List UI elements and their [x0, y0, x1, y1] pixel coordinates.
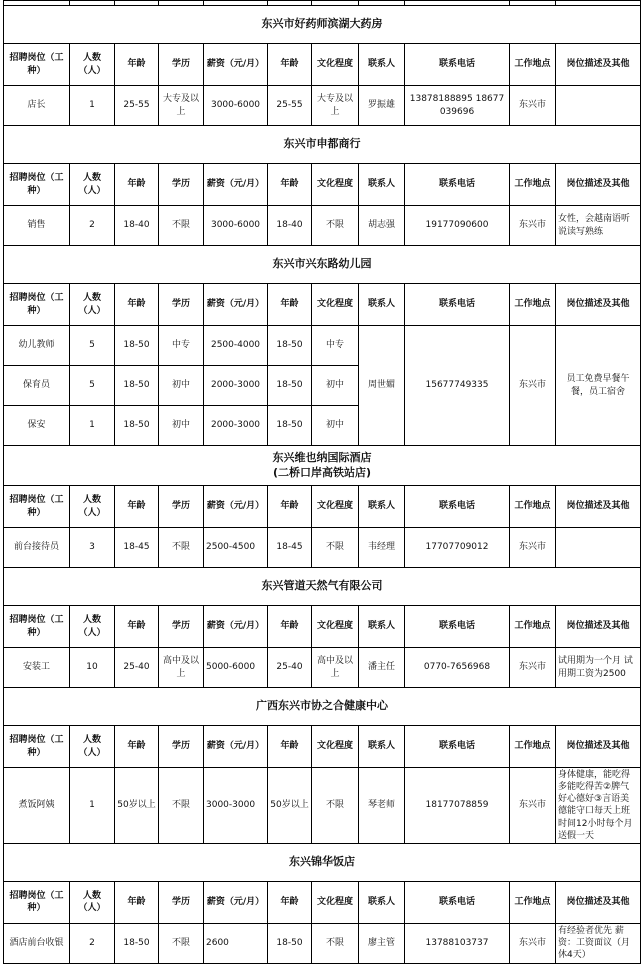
- cell-culture: 不限: [312, 923, 359, 963]
- cell-edu: 中专: [159, 326, 204, 366]
- header-phone: 联系电话: [405, 44, 510, 86]
- header-salary: 薪资（元/月）: [204, 486, 268, 528]
- header-culture: 文化程度: [312, 606, 359, 648]
- cell-culture: 中专: [312, 326, 359, 366]
- cell-culture: 初中: [312, 406, 359, 446]
- cell-job: 保育员: [4, 366, 70, 406]
- job-table: [3, 0, 641, 964]
- header-edu: 学历: [159, 284, 204, 326]
- company-name: 东兴管道天然气有限公司: [4, 568, 641, 606]
- header-age: 年龄: [115, 606, 159, 648]
- cell-job: 销售: [4, 206, 70, 246]
- cell-edu: 初中: [159, 406, 204, 446]
- cell-count: 1: [70, 86, 115, 126]
- header-desc: 岗位描述及其他: [556, 284, 641, 326]
- header-count: 人数（人）: [70, 44, 115, 86]
- cell-age2: 25-40: [268, 648, 312, 688]
- header-desc: 岗位描述及其他: [556, 44, 641, 86]
- cell-place: 东兴市: [510, 86, 556, 126]
- header-contact: 联系人: [359, 164, 405, 206]
- header-count: 人数（人）: [70, 164, 115, 206]
- header-row: [4, 606, 641, 648]
- cell-age2: 50岁以上: [268, 768, 312, 844]
- cell-age2: 18-45: [268, 528, 312, 568]
- cell-count: 5: [70, 326, 115, 366]
- header-age2: 年龄: [268, 881, 312, 923]
- cell-edu: 不限: [159, 528, 204, 568]
- header-place: 工作地点: [510, 44, 556, 86]
- header-salary: 薪资（元/月）: [204, 606, 268, 648]
- header-age: 年龄: [115, 164, 159, 206]
- company-name: 东兴市兴东路幼儿园: [4, 246, 641, 284]
- cell-job: 煮饭阿姨: [4, 768, 70, 844]
- header-edu: 学历: [159, 881, 204, 923]
- header-edu: 学历: [159, 164, 204, 206]
- header-edu: 学历: [159, 606, 204, 648]
- table-row: [4, 206, 641, 246]
- header-place: 工作地点: [510, 606, 556, 648]
- header-count: 人数（人）: [70, 284, 115, 326]
- header-salary: 薪资（元/月）: [204, 881, 268, 923]
- cell-job: 店长: [4, 86, 70, 126]
- cell-count: 2: [70, 206, 115, 246]
- header-desc: 岗位描述及其他: [556, 881, 641, 923]
- header-desc: 岗位描述及其他: [556, 726, 641, 768]
- cell-edu: 大专及以上: [159, 86, 204, 126]
- header-phone: 联系电话: [405, 606, 510, 648]
- header-count: 人数（人）: [70, 606, 115, 648]
- header-desc: 岗位描述及其他: [556, 486, 641, 528]
- header-place: 工作地点: [510, 284, 556, 326]
- cell-edu: 不限: [159, 923, 204, 963]
- cell-age: 18-45: [115, 528, 159, 568]
- header-job: 招聘岗位（工种）: [4, 164, 70, 206]
- cell-phone: 17707709012: [405, 528, 510, 568]
- cell-age: 25-55: [115, 86, 159, 126]
- cell-culture: 不限: [312, 528, 359, 568]
- cell-salary: 3000-6000: [204, 86, 268, 126]
- table-row: [4, 326, 641, 366]
- table-row: [4, 648, 641, 688]
- cell-age: 18-50: [115, 366, 159, 406]
- cell-count: 1: [70, 768, 115, 844]
- cell-contact: 罗振雄: [359, 86, 405, 126]
- header-place: 工作地点: [510, 486, 556, 528]
- cell-age: 18-50: [115, 923, 159, 963]
- header-row: [4, 486, 641, 528]
- cell-salary: 3000-6000: [204, 206, 268, 246]
- header-phone: 联系电话: [405, 726, 510, 768]
- table-row: [4, 86, 641, 126]
- cell-place: 东兴市: [510, 326, 556, 446]
- header-phone: 联系电话: [405, 881, 510, 923]
- cell-age2: 18-50: [268, 923, 312, 963]
- cell-edu: 高中及以上: [159, 648, 204, 688]
- header-row: [4, 881, 641, 923]
- cell-contact: 潘主任: [359, 648, 405, 688]
- header-age2: 年龄: [268, 486, 312, 528]
- cell-contact: 周世媚: [359, 326, 405, 446]
- cell-phone: 13878188895 18677039696: [405, 86, 510, 126]
- header-salary: 薪资（元/月）: [204, 284, 268, 326]
- company-name: 东兴锦华饭店: [4, 843, 641, 881]
- cell-age2: 18-50: [268, 406, 312, 446]
- header-row: [4, 284, 641, 326]
- header-contact: 联系人: [359, 486, 405, 528]
- table-row: [4, 768, 641, 844]
- header-job: 招聘岗位（工种）: [4, 44, 70, 86]
- cell-place: 东兴市: [510, 923, 556, 963]
- cell-age: 18-50: [115, 406, 159, 446]
- header-job: 招聘岗位（工种）: [4, 606, 70, 648]
- cell-count: 10: [70, 648, 115, 688]
- header-job: 招聘岗位（工种）: [4, 486, 70, 528]
- header-row: [4, 726, 641, 768]
- cell-salary: 2600: [204, 923, 268, 963]
- header-phone: 联系电话: [405, 164, 510, 206]
- cell-salary: 5000-6000: [204, 648, 268, 688]
- cell-contact: 廖主管: [359, 923, 405, 963]
- table-row: [4, 923, 641, 963]
- cell-culture: 初中: [312, 366, 359, 406]
- header-age2: 年龄: [268, 44, 312, 86]
- header-contact: 联系人: [359, 44, 405, 86]
- header-age2: 年龄: [268, 284, 312, 326]
- cell-phone: 13788103737: [405, 923, 510, 963]
- cell-phone: 0770-7656968: [405, 648, 510, 688]
- cell-contact: 胡志强: [359, 206, 405, 246]
- cell-age: 25-40: [115, 648, 159, 688]
- header-row: [4, 44, 641, 86]
- cell-job: 保安: [4, 406, 70, 446]
- header-count: 人数（人）: [70, 726, 115, 768]
- header-desc: 岗位描述及其他: [556, 606, 641, 648]
- header-salary: 薪资（元/月）: [204, 164, 268, 206]
- cell-edu: 初中: [159, 366, 204, 406]
- company-name: 东兴市申都商行: [4, 126, 641, 164]
- company-name-main: 东兴维也纳国际酒店: [272, 450, 372, 464]
- header-place: 工作地点: [510, 881, 556, 923]
- cell-salary: 2000-3000: [204, 366, 268, 406]
- cell-edu: 不限: [159, 768, 204, 844]
- cell-job: 幼儿教师: [4, 326, 70, 366]
- header-edu: 学历: [159, 486, 204, 528]
- header-age: 年龄: [115, 726, 159, 768]
- cell-place: 东兴市: [510, 206, 556, 246]
- cell-job: 酒店前台收银: [4, 923, 70, 963]
- cell-contact: 韦经理: [359, 528, 405, 568]
- cell-count: 5: [70, 366, 115, 406]
- header-age: 年龄: [115, 44, 159, 86]
- header-phone: 联系电话: [405, 486, 510, 528]
- cell-desc: 员工免费早餐午餐，员工宿舍: [556, 326, 641, 446]
- cell-count: 1: [70, 406, 115, 446]
- cell-salary: 3000-3000: [204, 768, 268, 844]
- header-contact: 联系人: [359, 726, 405, 768]
- cell-age2: 18-50: [268, 366, 312, 406]
- cell-culture: 高中及以上: [312, 648, 359, 688]
- cell-count: 3: [70, 528, 115, 568]
- cell-salary: 2500-4000: [204, 326, 268, 366]
- header-edu: 学历: [159, 44, 204, 86]
- cell-age2: 18-50: [268, 326, 312, 366]
- cell-desc: [556, 528, 641, 568]
- header-culture: 文化程度: [312, 486, 359, 528]
- header-age: 年龄: [115, 284, 159, 326]
- company-name: [4, 446, 641, 486]
- cell-age: 50岁以上: [115, 768, 159, 844]
- header-place: 工作地点: [510, 726, 556, 768]
- header-row: [4, 164, 641, 206]
- cell-place: 东兴市: [510, 648, 556, 688]
- header-salary: 薪资（元/月）: [204, 726, 268, 768]
- cell-desc: [556, 86, 641, 126]
- header-age2: 年龄: [268, 606, 312, 648]
- cell-desc: 有经验者优先 薪资：工资面议（月休4天）: [556, 923, 641, 963]
- header-age: 年龄: [115, 486, 159, 528]
- header-salary: 薪资（元/月）: [204, 44, 268, 86]
- company-name: 东兴市好药师滨湖大药房: [4, 6, 641, 44]
- header-age2: 年龄: [268, 726, 312, 768]
- cell-desc: 试用期为一个月 试用期工资为2500: [556, 648, 641, 688]
- cell-phone: 18177078859: [405, 768, 510, 844]
- cell-age: 18-40: [115, 206, 159, 246]
- header-edu: 学历: [159, 726, 204, 768]
- company-name-sub: (二桥口岸高铁站店): [272, 465, 372, 479]
- cell-job: 前台接待员: [4, 528, 70, 568]
- cell-salary: 2500-4500: [204, 528, 268, 568]
- header-job: 招聘岗位（工种）: [4, 726, 70, 768]
- cell-salary: 2000-3000: [204, 406, 268, 446]
- cell-age2: 18-40: [268, 206, 312, 246]
- header-place: 工作地点: [510, 164, 556, 206]
- cell-place: 东兴市: [510, 768, 556, 844]
- cell-contact: 琴老师: [359, 768, 405, 844]
- header-age: 年龄: [115, 881, 159, 923]
- table-row: [4, 528, 641, 568]
- header-culture: 文化程度: [312, 44, 359, 86]
- header-contact: 联系人: [359, 606, 405, 648]
- cell-count: 2: [70, 923, 115, 963]
- cell-edu: 不限: [159, 206, 204, 246]
- header-age2: 年龄: [268, 164, 312, 206]
- cell-culture: 大专及以上: [312, 86, 359, 126]
- cell-culture: 不限: [312, 768, 359, 844]
- cell-desc: 身体健康，能吃得多能吃得苦②脾气好心德好③言语美德能守口每天上班时间12小时每个月送假一天: [556, 768, 641, 844]
- header-count: 人数（人）: [70, 486, 115, 528]
- company-name: 广西东兴市协之合健康中心: [4, 688, 641, 726]
- cell-phone: 15677749335: [405, 326, 510, 446]
- header-culture: 文化程度: [312, 164, 359, 206]
- header-phone: 联系电话: [405, 284, 510, 326]
- header-job: 招聘岗位（工种）: [4, 284, 70, 326]
- header-culture: 文化程度: [312, 726, 359, 768]
- cell-job: 安装工: [4, 648, 70, 688]
- header-desc: 岗位描述及其他: [556, 164, 641, 206]
- cell-age: 18-50: [115, 326, 159, 366]
- cell-place: 东兴市: [510, 528, 556, 568]
- header-job: 招聘岗位（工种）: [4, 881, 70, 923]
- cell-phone: 19177090600: [405, 206, 510, 246]
- header-culture: 文化程度: [312, 284, 359, 326]
- header-count: 人数（人）: [70, 881, 115, 923]
- job-listing-sheet: [3, 0, 640, 964]
- header-culture: 文化程度: [312, 881, 359, 923]
- header-contact: 联系人: [359, 881, 405, 923]
- cell-age2: 25-55: [268, 86, 312, 126]
- header-contact: 联系人: [359, 284, 405, 326]
- cell-culture: 不限: [312, 206, 359, 246]
- cell-desc: 女性，会越南语听说读写熟练: [556, 206, 641, 246]
